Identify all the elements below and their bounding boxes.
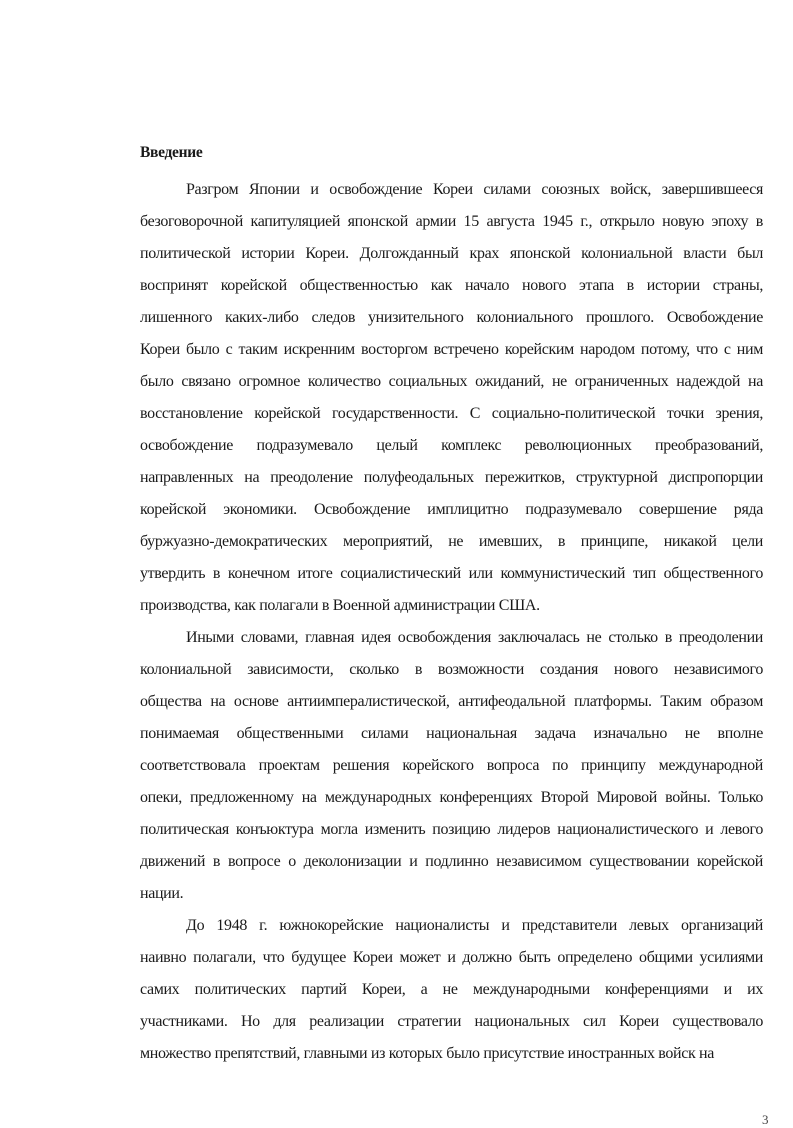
text-line: наивно полагали, что будущее Кореи может и должно быть определено общими усилиями xyxy=(140,949,763,966)
text-line: направленных на преодоление полуфеодальных пережитков, структурной диспропорции xyxy=(140,469,763,486)
text-line: множество препятствий, главными из которых было присутствие иностранных войск на xyxy=(140,1045,715,1062)
text-line: участниками. Но для реализации стратегии национальных сил Кореи существовало xyxy=(140,1013,763,1030)
text-line: самих политических партий Кореи, а не международными конференциями и их xyxy=(140,981,763,998)
text-line: воспринят корейской общественностью как начало нового этапа в истории страны, xyxy=(140,277,763,294)
text-line: Разгром Японии и освобождение Кореи силами союзных войск, завершившееся xyxy=(186,181,763,198)
text-line: политической истории Кореи. Долгожданный крах японской колониальной власти был xyxy=(140,245,763,262)
text-line: утвердить в конечном итоге социалистический или коммунистический тип общественного xyxy=(140,565,763,582)
document-body xyxy=(140,174,763,1070)
text-line: было связано огромное количество социальных ожиданий, не ограниченных надеждой на xyxy=(140,373,763,390)
paragraph xyxy=(140,910,763,1070)
text-line: Кореи было с таким искренним восторгом встречено корейским народом потому, что с ним xyxy=(140,341,763,358)
text-line: движений в вопросе о деколонизации и подлинно независимом существовании корейской xyxy=(140,853,763,870)
text-line: лишенного каких-либо следов унизительного колониального прошлого. Освобождение xyxy=(140,309,763,326)
text-line: восстановление корейской государственности. С социально-политической точки зрения, xyxy=(140,405,763,422)
page-number: 3 xyxy=(762,1112,769,1127)
text-line: буржуазно-демократических мероприятий, не имевших, в принципе, никакой цели xyxy=(140,533,763,550)
text-line: нации. xyxy=(140,885,184,902)
section-heading: Введение xyxy=(140,144,203,161)
text-line: общества на основе антиимпералистической, антифеодальной платформы. Таким образом xyxy=(140,693,763,710)
text-line: освобождение подразумевало целый комплекс революционных преобразований, xyxy=(140,437,763,454)
paragraph xyxy=(140,622,763,910)
text-line: колониальной зависимости, сколько в возможности создания нового независимого xyxy=(140,661,763,678)
text-line: производства, как полагали в Военной администрации США. xyxy=(140,597,540,614)
text-line: понимаемая общественными силами национальная задача изначально не вполне xyxy=(140,725,763,742)
text-line: Иными словами, главная идея освобождения заключалась не столько в преодолении xyxy=(186,629,763,646)
text-line: опеки, предложенному на международных конференциях Второй Мировой войны. Только xyxy=(140,789,763,806)
paragraph xyxy=(140,174,763,622)
text-line: До 1948 г. южнокорейские националисты и представители левых организаций xyxy=(186,917,763,934)
text-line: соответствовала проектам решения корейского вопроса по принципу международной xyxy=(140,757,763,774)
text-line: политическая конъюктура могла изменить позицию лидеров националистического и левого xyxy=(140,821,763,838)
text-line: безоговорочной капитуляцией японской армии 15 августа 1945 г., открыло новую эпоху в xyxy=(140,213,763,230)
text-line: корейской экономики. Освобождение имплицитно подразумевало совершение ряда xyxy=(140,501,763,518)
